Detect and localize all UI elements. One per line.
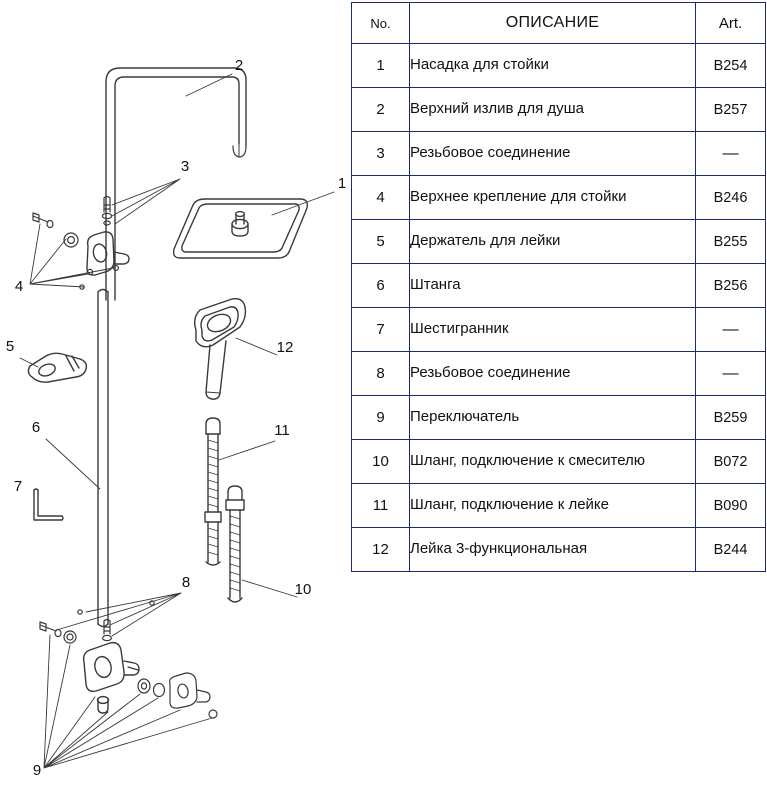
row-art: — bbox=[696, 132, 766, 176]
row-no: 1 bbox=[352, 44, 410, 88]
row-desc: Штанга bbox=[410, 264, 696, 308]
callout-6: 6 bbox=[31, 419, 41, 436]
row-no: 8 bbox=[352, 352, 410, 396]
part-diverter-body bbox=[84, 643, 139, 713]
row-desc: Переключатель bbox=[410, 396, 696, 440]
row-desc: Держатель для лейки bbox=[410, 220, 696, 264]
table-row bbox=[352, 220, 766, 264]
part-hose-to-mixer bbox=[226, 486, 244, 602]
callout-3: 3 bbox=[180, 158, 190, 175]
table-row bbox=[352, 352, 766, 396]
parts-table-container bbox=[351, 2, 765, 558]
shower-column-exploded-diagram bbox=[0, 0, 350, 785]
part-hex-key bbox=[34, 489, 63, 520]
row-art: B256 bbox=[696, 264, 766, 308]
row-desc: Шестигранник bbox=[410, 308, 696, 352]
callout-5: 5 bbox=[5, 338, 15, 355]
row-no: 11 bbox=[352, 484, 410, 528]
callout-9: 9 bbox=[32, 762, 42, 779]
part-vertical-bar bbox=[98, 290, 108, 627]
table-row bbox=[352, 308, 766, 352]
table-row bbox=[352, 396, 766, 440]
part-handset-holder bbox=[28, 353, 86, 382]
row-art: B257 bbox=[696, 88, 766, 132]
callout-11: 11 bbox=[274, 422, 290, 439]
row-desc: Верхний излив для душа bbox=[410, 88, 696, 132]
row-desc: Шланг, подключение к лейке bbox=[410, 484, 696, 528]
callout-10: 10 bbox=[294, 581, 312, 598]
part-hose-to-handset bbox=[205, 418, 221, 565]
row-art: B072 bbox=[696, 440, 766, 484]
parts-table-header bbox=[352, 3, 766, 44]
row-desc: Лейка 3-функциональная bbox=[410, 528, 696, 572]
part-top-spout bbox=[106, 68, 246, 300]
table-header-row bbox=[352, 3, 766, 44]
callout-2: 2 bbox=[234, 57, 244, 74]
parts-table-body bbox=[352, 44, 766, 572]
row-art: B246 bbox=[696, 176, 766, 220]
row-art: B255 bbox=[696, 220, 766, 264]
row-art: B244 bbox=[696, 528, 766, 572]
row-desc: Резьбовое соединение bbox=[410, 132, 696, 176]
table-row bbox=[352, 44, 766, 88]
table-row bbox=[352, 440, 766, 484]
callout-8: 8 bbox=[181, 574, 191, 591]
row-no: 6 bbox=[352, 264, 410, 308]
table-row bbox=[352, 176, 766, 220]
table-row bbox=[352, 132, 766, 176]
table-row bbox=[352, 528, 766, 572]
callout-numbers bbox=[6, 57, 346, 779]
header-no: No. bbox=[352, 3, 410, 44]
leader-lines bbox=[20, 74, 334, 768]
row-desc: Шланг, подключение к смесителю bbox=[410, 440, 696, 484]
row-desc: Верхнее крепление для стойки bbox=[410, 176, 696, 220]
row-no: 7 bbox=[352, 308, 410, 352]
callout-12: 12 bbox=[276, 339, 294, 356]
row-art: B254 bbox=[696, 44, 766, 88]
row-desc: Насадка для стойки bbox=[410, 44, 696, 88]
row-no: 5 bbox=[352, 220, 410, 264]
row-art: B259 bbox=[696, 396, 766, 440]
table-row bbox=[352, 264, 766, 308]
header-description: ОПИСАНИЕ bbox=[410, 3, 696, 44]
row-desc: Резьбовое соединение bbox=[410, 352, 696, 396]
row-no: 2 bbox=[352, 88, 410, 132]
callout-4: 4 bbox=[14, 278, 24, 295]
row-no: 12 bbox=[352, 528, 410, 572]
table-row bbox=[352, 88, 766, 132]
row-no: 4 bbox=[352, 176, 410, 220]
parts-table bbox=[351, 2, 766, 572]
row-art: — bbox=[696, 308, 766, 352]
header-art: Art. bbox=[696, 3, 766, 44]
row-art: — bbox=[696, 352, 766, 396]
callout-7: 7 bbox=[13, 478, 23, 495]
part-shower-head-plate bbox=[174, 199, 308, 258]
row-no: 9 bbox=[352, 396, 410, 440]
callout-1: 1 bbox=[337, 175, 347, 192]
row-art: B090 bbox=[696, 484, 766, 528]
row-no: 10 bbox=[352, 440, 410, 484]
part-fasteners-group-3 bbox=[102, 197, 111, 226]
table-row bbox=[352, 484, 766, 528]
part-hand-shower bbox=[195, 299, 246, 399]
row-no: 3 bbox=[352, 132, 410, 176]
